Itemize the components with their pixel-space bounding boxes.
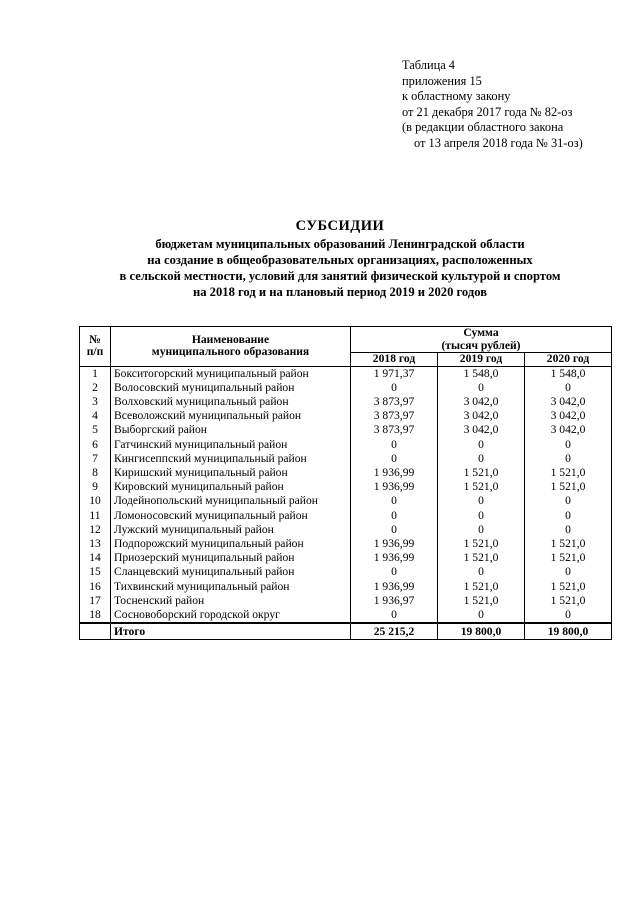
amount-cell: 1 521,0 bbox=[525, 466, 612, 480]
amount-cell: 1 521,0 bbox=[438, 466, 525, 480]
table-row bbox=[80, 608, 612, 623]
table-row bbox=[80, 423, 612, 437]
amount-cell: 0 bbox=[438, 509, 525, 523]
amount-cell: 1 521,0 bbox=[525, 594, 612, 608]
amount-cell: 1 521,0 bbox=[525, 551, 612, 565]
amount-cell: 1 521,0 bbox=[525, 580, 612, 594]
amount-cell: 1 521,0 bbox=[438, 537, 525, 551]
appendix-line: от 21 декабря 2017 года № 82-оз bbox=[402, 104, 573, 119]
amount-cell: 3 873,97 bbox=[351, 409, 438, 423]
row-number: 3 bbox=[80, 395, 111, 409]
row-number: 6 bbox=[80, 438, 111, 452]
subsidies-table bbox=[79, 326, 612, 640]
amount-cell: 0 bbox=[351, 523, 438, 537]
amount-cell: 1 936,99 bbox=[351, 580, 438, 594]
amount-cell: 0 bbox=[351, 381, 438, 395]
municipality-name: Гатчинский муниципальный район bbox=[111, 438, 351, 452]
total-row bbox=[80, 623, 612, 640]
amount-cell: 0 bbox=[438, 452, 525, 466]
header-year-2018: 2018 год bbox=[351, 353, 438, 367]
row-number: 2 bbox=[80, 381, 111, 395]
row-number: 1 bbox=[80, 366, 111, 381]
amount-cell: 1 521,0 bbox=[438, 480, 525, 494]
amount-cell: 0 bbox=[351, 438, 438, 452]
municipality-name: Лужский муниципальный район bbox=[111, 523, 351, 537]
row-number: 14 bbox=[80, 551, 111, 565]
table-row bbox=[80, 381, 612, 395]
row-number: 9 bbox=[80, 480, 111, 494]
table-row bbox=[80, 466, 612, 480]
amount-cell: 0 bbox=[525, 509, 612, 523]
municipality-name: Всеволожский муниципальный район bbox=[111, 409, 351, 423]
table-row bbox=[80, 452, 612, 466]
amount-cell: 1 936,99 bbox=[351, 466, 438, 480]
amount-cell: 1 936,99 bbox=[351, 480, 438, 494]
municipality-name: Волосовский муниципальный район bbox=[111, 381, 351, 395]
municipality-name: Выборгский район bbox=[111, 423, 351, 437]
row-number: 5 bbox=[80, 423, 111, 437]
title-line: на создание в общеобразовательных организациях, расположенных bbox=[147, 253, 533, 267]
table-row bbox=[80, 409, 612, 423]
row-number: 7 bbox=[80, 452, 111, 466]
amount-cell: 3 873,97 bbox=[351, 423, 438, 437]
table-row bbox=[80, 438, 612, 452]
table-row bbox=[80, 551, 612, 565]
table-row bbox=[80, 395, 612, 409]
header-number: № п/п bbox=[80, 327, 111, 367]
amount-cell: 0 bbox=[351, 452, 438, 466]
total-label: Итого bbox=[111, 623, 351, 640]
row-number: 16 bbox=[80, 580, 111, 594]
table-row bbox=[80, 494, 612, 508]
table-row bbox=[80, 537, 612, 551]
municipality-name: Тосненский район bbox=[111, 594, 351, 608]
municipality-name: Киришский муниципальный район bbox=[111, 466, 351, 480]
amount-cell: 0 bbox=[351, 608, 438, 623]
table-row bbox=[80, 480, 612, 494]
appendix-line: к областному закону bbox=[402, 89, 511, 104]
table-row bbox=[80, 523, 612, 537]
amount-cell: 3 042,0 bbox=[438, 423, 525, 437]
total-amount: 19 800,0 bbox=[525, 623, 612, 640]
amount-cell: 0 bbox=[351, 565, 438, 579]
table-row bbox=[80, 366, 612, 381]
appendix-line: Таблица 4 bbox=[402, 58, 455, 72]
amount-cell: 1 521,0 bbox=[438, 594, 525, 608]
amount-cell: 3 042,0 bbox=[438, 409, 525, 423]
amount-cell: 0 bbox=[438, 565, 525, 579]
total-amount: 25 215,2 bbox=[351, 623, 438, 640]
municipality-name: Ломоносовский муниципальный район bbox=[111, 509, 351, 523]
header-year-2020: 2020 год bbox=[525, 353, 612, 367]
table-row bbox=[80, 580, 612, 594]
municipality-name: Кировский муниципальный район bbox=[111, 480, 351, 494]
amount-cell: 1 521,0 bbox=[525, 537, 612, 551]
amount-cell: 0 bbox=[525, 452, 612, 466]
row-number: 15 bbox=[80, 565, 111, 579]
row-number: 12 bbox=[80, 523, 111, 537]
amount-cell: 1 971,37 bbox=[351, 366, 438, 381]
amount-cell: 1 521,0 bbox=[525, 480, 612, 494]
title-line: бюджетам муниципальных образований Ленинградской области bbox=[155, 237, 525, 251]
municipality-name: Подпорожский муниципальный район bbox=[111, 537, 351, 551]
amount-cell: 3 042,0 bbox=[525, 423, 612, 437]
amount-cell: 0 bbox=[525, 565, 612, 579]
amount-cell: 0 bbox=[525, 494, 612, 508]
amount-cell: 1 936,99 bbox=[351, 551, 438, 565]
appendix-line: от 13 апреля 2018 года № 31-оз) bbox=[414, 135, 583, 150]
table-row bbox=[80, 565, 612, 579]
amount-cell: 0 bbox=[351, 494, 438, 508]
amount-cell: 1 936,99 bbox=[351, 537, 438, 551]
amount-cell: 0 bbox=[438, 608, 525, 623]
amount-cell: 3 042,0 bbox=[438, 395, 525, 409]
municipality-name: Лодейнопольский муниципальный район bbox=[111, 494, 351, 508]
appendix-line: приложения 15 bbox=[402, 73, 482, 88]
municipality-name: Волховский муниципальный район bbox=[111, 395, 351, 409]
appendix-line: (в редакции областного закона bbox=[402, 120, 564, 135]
amount-cell: 1 521,0 bbox=[438, 551, 525, 565]
row-number: 10 bbox=[80, 494, 111, 508]
amount-cell: 3 873,97 bbox=[351, 395, 438, 409]
amount-cell: 1 548,0 bbox=[438, 366, 525, 381]
appendix-reference bbox=[402, 58, 583, 152]
title-line: на 2018 год и на плановый период 2019 и 2020 годов bbox=[192, 285, 488, 299]
table-row bbox=[80, 509, 612, 523]
amount-cell: 0 bbox=[438, 523, 525, 537]
amount-cell: 1 521,0 bbox=[438, 580, 525, 594]
document-title bbox=[40, 218, 640, 300]
amount-cell: 0 bbox=[351, 509, 438, 523]
header-name: Наименование муниципального образования bbox=[111, 327, 351, 367]
municipality-name: Тихвинский муниципальный район bbox=[111, 580, 351, 594]
municipality-name: Приозерский муниципальный район bbox=[111, 551, 351, 565]
header-sum: Сумма (тысяч рублей) bbox=[351, 327, 612, 353]
amount-cell: 0 bbox=[438, 494, 525, 508]
row-number: 11 bbox=[80, 509, 111, 523]
municipality-name: Кингисеппский муниципальный район bbox=[111, 452, 351, 466]
total-number-empty bbox=[80, 623, 111, 640]
amount-cell: 0 bbox=[438, 438, 525, 452]
amount-cell: 0 bbox=[525, 608, 612, 623]
amount-cell: 3 042,0 bbox=[525, 395, 612, 409]
table-row bbox=[80, 594, 612, 608]
row-number: 4 bbox=[80, 409, 111, 423]
municipality-name: Бокситогорский муниципальный район bbox=[111, 366, 351, 381]
title-main: СУБСИДИИ bbox=[295, 218, 385, 234]
table-body bbox=[80, 366, 612, 640]
municipality-name: Сланцевский муниципальный район bbox=[111, 565, 351, 579]
amount-cell: 0 bbox=[438, 381, 525, 395]
amount-cell: 0 bbox=[525, 523, 612, 537]
row-number: 8 bbox=[80, 466, 111, 480]
amount-cell: 0 bbox=[525, 381, 612, 395]
header-year-2019: 2019 год bbox=[438, 353, 525, 367]
amount-cell: 0 bbox=[525, 438, 612, 452]
row-number: 17 bbox=[80, 594, 111, 608]
amount-cell: 1 936,97 bbox=[351, 594, 438, 608]
municipality-name: Сосновоборский городской округ bbox=[111, 608, 351, 623]
row-number: 13 bbox=[80, 537, 111, 551]
amount-cell: 1 548,0 bbox=[525, 366, 612, 381]
row-number: 18 bbox=[80, 608, 111, 623]
amount-cell: 3 042,0 bbox=[525, 409, 612, 423]
total-amount: 19 800,0 bbox=[438, 623, 525, 640]
title-line: в сельской местности, условий для занятий физической культурой и спортом bbox=[119, 269, 561, 283]
